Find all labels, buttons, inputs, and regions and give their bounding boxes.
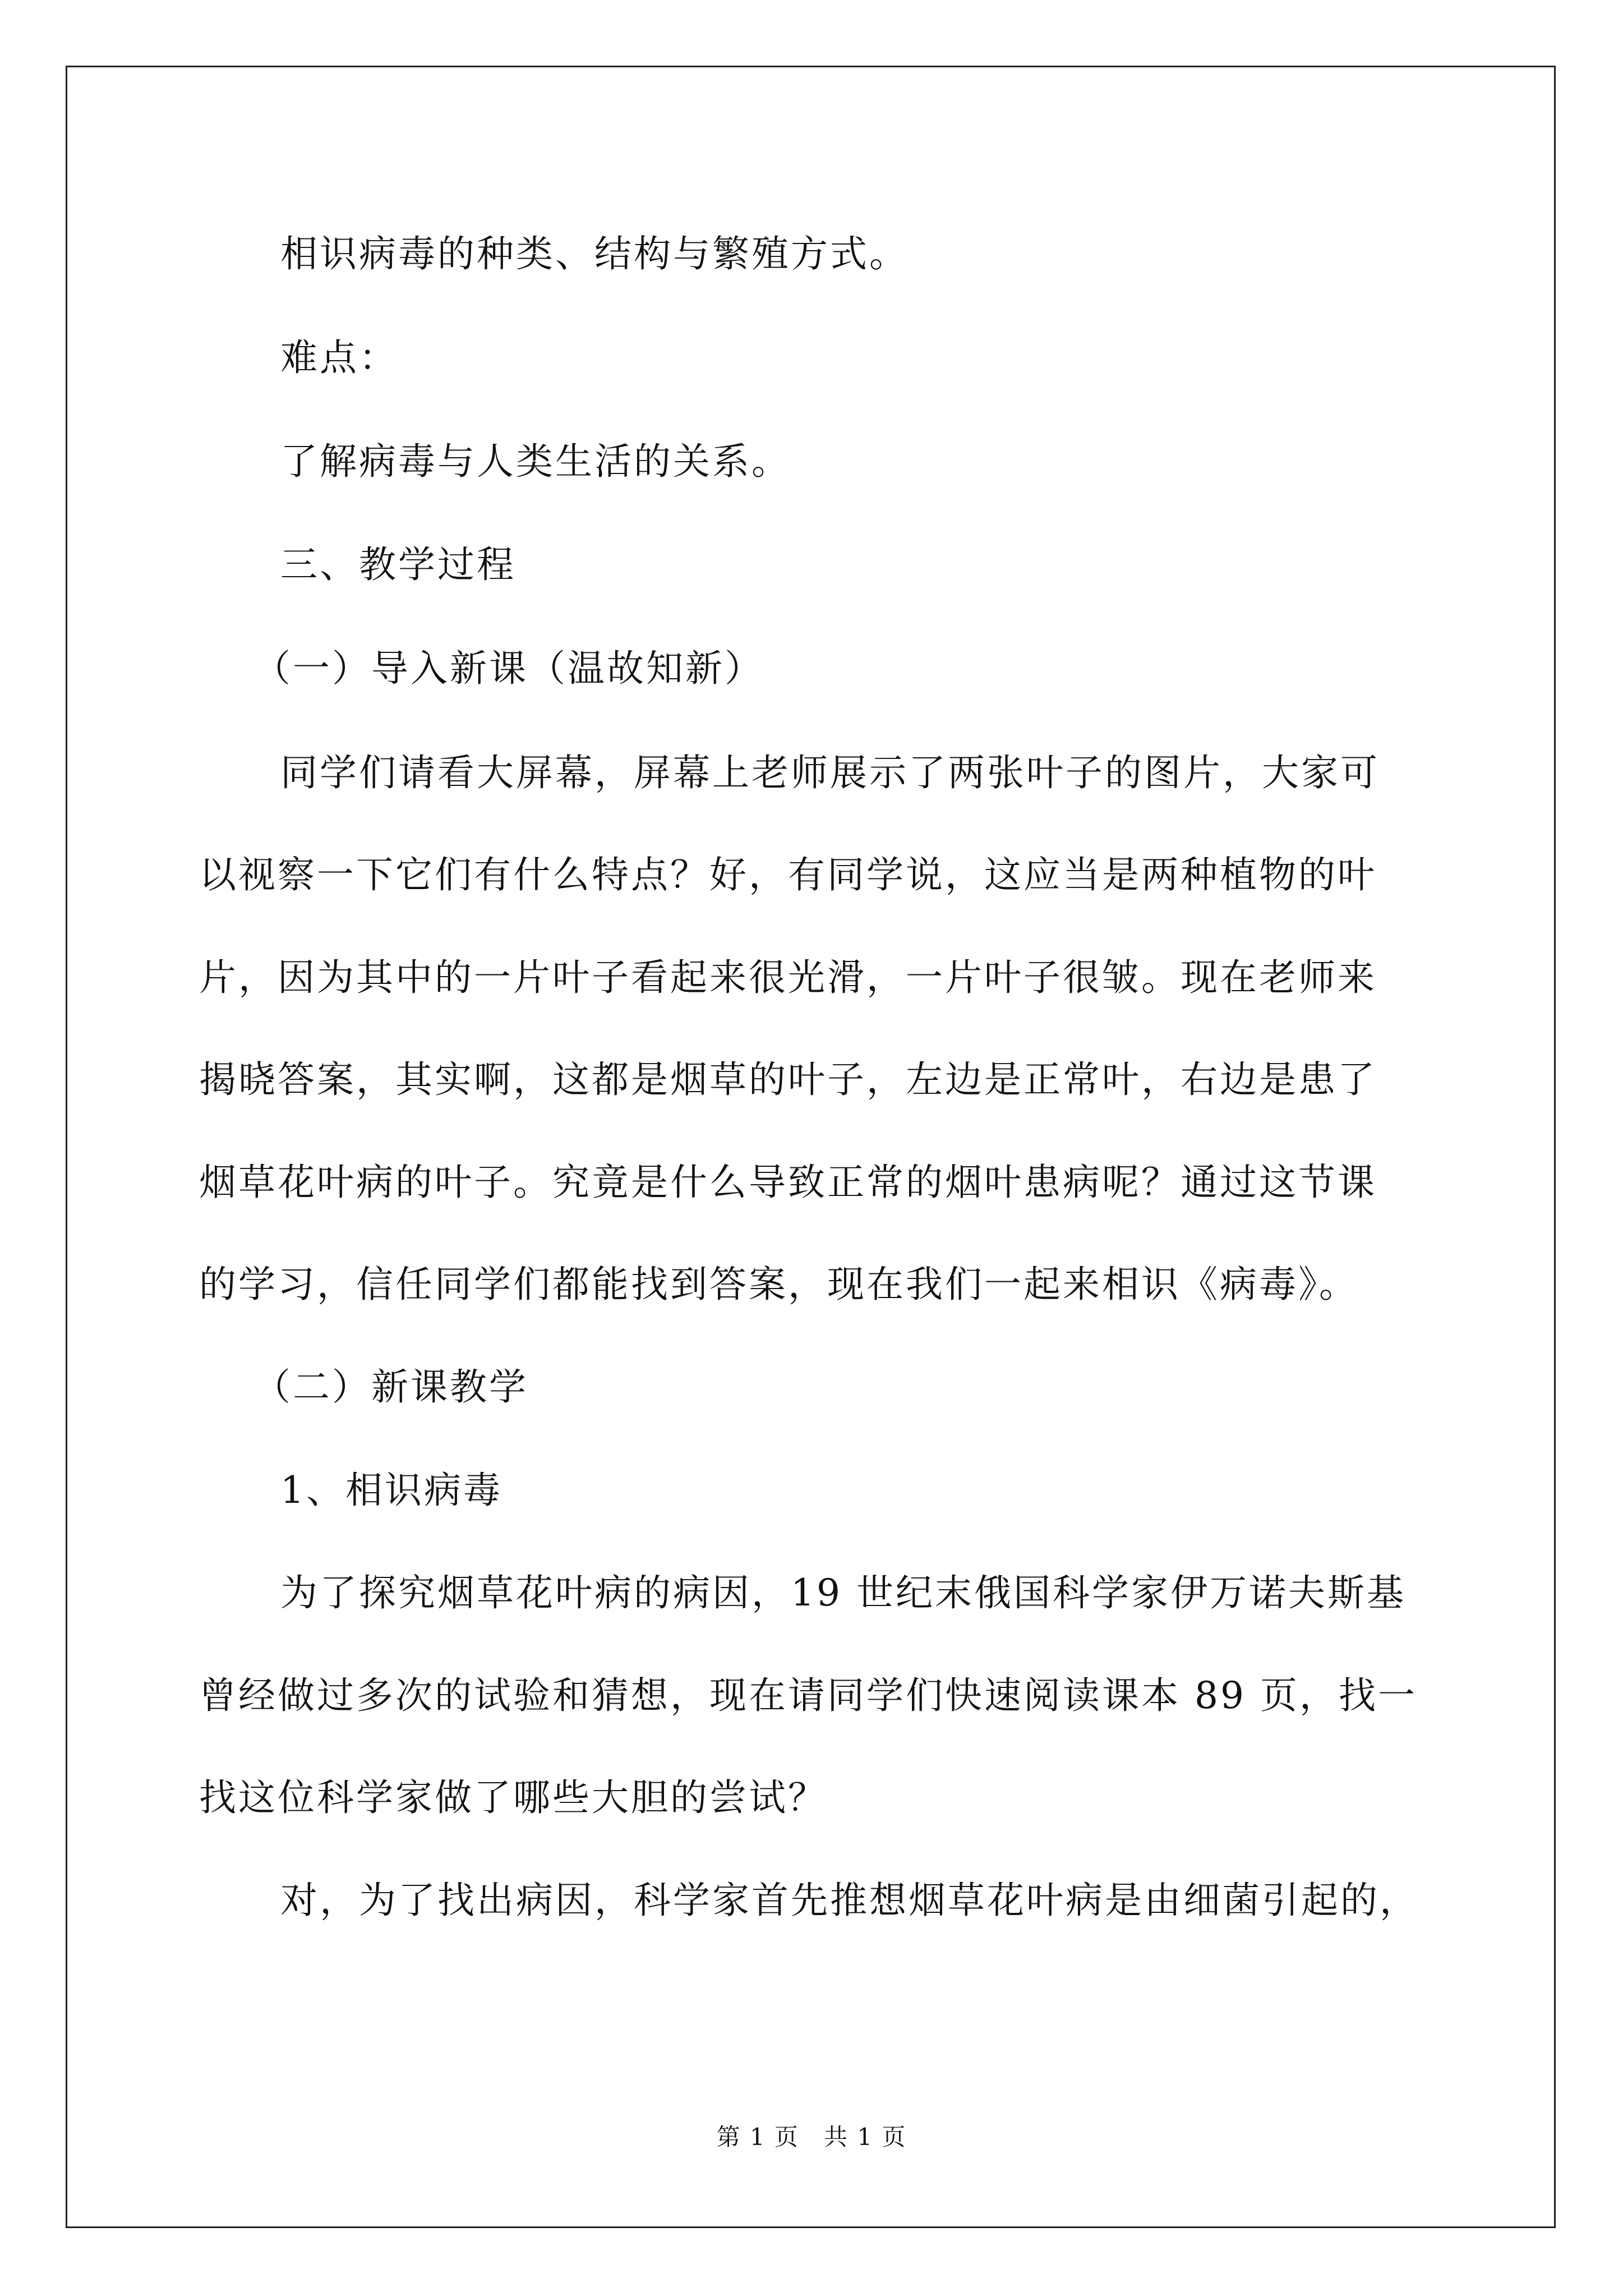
subsection-heading: 1、相识病毒 <box>280 1469 502 1512</box>
paragraph-line: 找这位科学家做了哪些大胆的尝试？ <box>199 1776 827 1819</box>
paragraph-line: 相识病毒的种类、结构与繁殖方式。 <box>280 232 909 275</box>
page-footer: 第 1 页 共 1 页 <box>716 2123 907 2151</box>
paragraph-line: 难点： <box>280 336 398 379</box>
paragraph-line: 为了探究烟草花叶病的病因，19 世纪末俄国科学家伊万诺夫斯基 <box>280 1571 1406 1614</box>
paragraph-line: 烟草花叶病的叶子。究竟是什么导致正常的烟叶患病呢？通过这节课 <box>199 1161 1377 1204</box>
paragraph-line: 的学习，信任同学们都能找到答案，现在我们一起来相识《病毒》。 <box>199 1263 1358 1306</box>
paragraph-line: 对，为了找出病因，科学家首先推想烟草花叶病是由细菌引起的， <box>280 1879 1419 1922</box>
paragraph-line: 以视察一下它们有什么特点？好，有同学说，这应当是两种植物的叶 <box>199 853 1377 896</box>
paragraph-line: 揭晓答案，其实啊，这都是烟草的叶子，左边是正常叶，右边是患了 <box>199 1058 1377 1101</box>
paragraph-line: 曾经做过多次的试验和猜想，现在请同学们快速阅读课本 89 页，找一 <box>199 1674 1417 1717</box>
subsection-heading: （一）导入新课（温故知新） <box>253 647 764 690</box>
section-heading: 三、教学过程 <box>280 543 516 586</box>
subsection-heading: （二）新课教学 <box>253 1365 528 1409</box>
paragraph-line: 同学们请看大屏幕，屏幕上老师展示了两张叶子的图片，大家可 <box>280 751 1380 794</box>
paragraph-line: 片，因为其中的一片叶子看起来很光滑，一片叶子很皱。现在老师来 <box>199 956 1377 999</box>
paragraph-line: 了解病毒与人类生活的关系。 <box>280 440 791 483</box>
